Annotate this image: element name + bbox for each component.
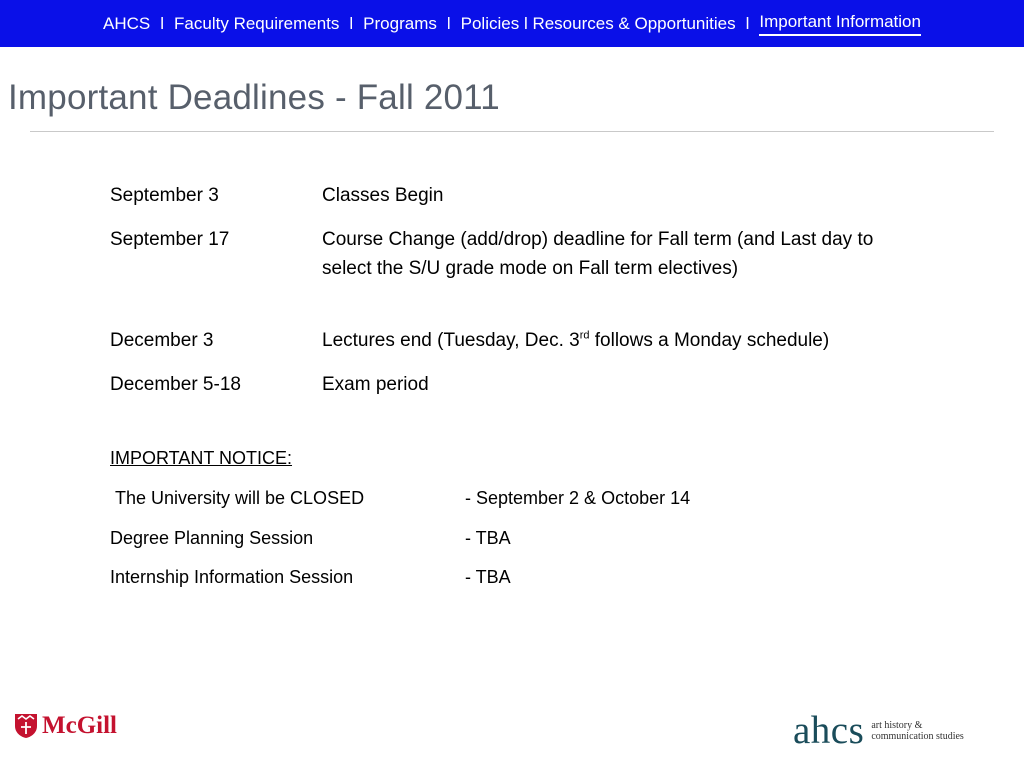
notice-label: The University will be CLOSED	[115, 488, 365, 508]
notice-value: - September 2 & October 14	[465, 488, 691, 508]
ahcs-tagline-line-2: communication studies	[871, 730, 964, 742]
mcgill-shield-icon	[14, 713, 38, 739]
deadline-event: Course Change (add/drop) deadline for Fall term (and Last day to select the S/U grade mode on Fall term electives)	[322, 229, 874, 279]
nav-faculty-requirements[interactable]: Faculty Requirements	[174, 13, 340, 33]
deadline-event: Exam period	[322, 374, 429, 395]
nav-separator: l	[446, 13, 451, 33]
deadline-date: December 3	[110, 330, 214, 351]
notice-heading: IMPORTANT NOTICE:	[110, 448, 293, 468]
nav-ahcs[interactable]: AHCS	[103, 13, 151, 33]
deadline-date: September 3	[110, 185, 219, 206]
nav-important-information[interactable]: Important Information	[759, 12, 921, 36]
nav-separator: l	[160, 13, 165, 33]
nav-separator: l	[349, 13, 354, 33]
deadline-date: December 5-18	[110, 374, 241, 395]
nav-programs[interactable]: Programs	[363, 13, 437, 33]
ahcs-tagline	[871, 720, 964, 742]
deadline-event	[322, 326, 922, 355]
ahcs-tagline-line-1: art history &	[871, 719, 923, 731]
deadline-event-text: follows a Monday schedule)	[589, 330, 830, 351]
ahcs-logo	[793, 708, 964, 753]
top-navigation-bar	[0, 0, 1024, 47]
notice-label: Internship Information Session	[110, 567, 354, 587]
notice-value: - TBA	[465, 528, 511, 548]
nav-separator: l	[745, 13, 750, 33]
ahcs-wordmark: ahcs	[793, 709, 865, 752]
notice-value: - TBA	[465, 567, 511, 587]
notice-label: Degree Planning Session	[110, 528, 314, 548]
deadline-event: Classes Begin	[322, 185, 444, 206]
mcgill-wordmark: McGill	[42, 712, 117, 739]
deadline-date: September 17	[110, 229, 230, 250]
ordinal-suffix: rd	[579, 329, 590, 342]
nav-policies-resources[interactable]: Policies l Resources & Opportunities	[460, 13, 736, 33]
page-title: Important Deadlines - Fall 2011	[8, 78, 500, 117]
mcgill-logo	[14, 712, 117, 740]
deadline-event-text: Lectures end (Tuesday, Dec. 3	[322, 330, 580, 351]
title-divider	[30, 131, 994, 132]
